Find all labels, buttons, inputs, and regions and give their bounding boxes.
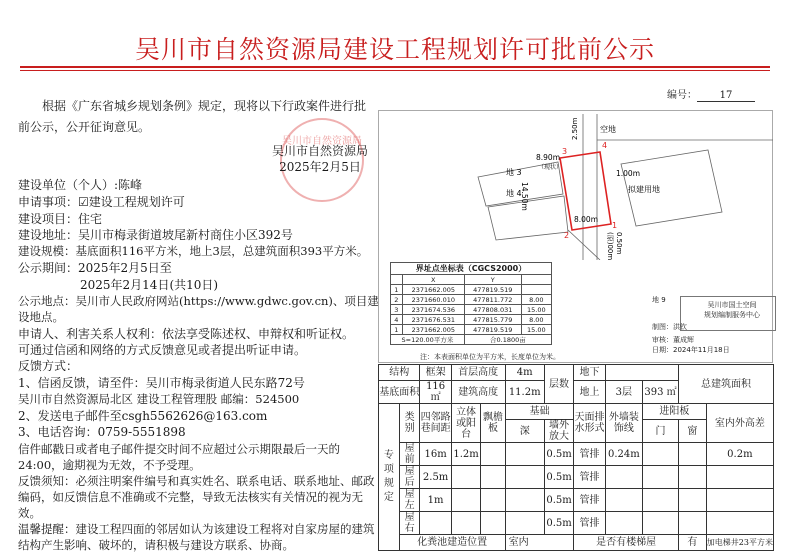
table-cell [481,466,505,489]
map-info-org-1: 吴川市国土空间 [707,301,757,309]
table-cell [521,285,551,295]
col-eave: 飘檐板 [481,404,505,443]
height1-label: 首层高度 [451,365,505,381]
row-back-label: 屋后 [399,466,420,489]
field-letter-office: 吴川市自然资源局北区 建设工程管理股 邮编：524500 [18,392,300,406]
table-cell: 1m [420,489,451,512]
table-cell [706,466,773,489]
dim-bottom: 8.00m [574,215,599,224]
col-deco: 外墙装饰线 [605,404,642,443]
col-drain: 天面排水形式 [574,404,605,443]
col-foundation: 基础 [505,404,574,420]
field-feedback: 反馈方式： [18,359,79,373]
table-cell: 1 [391,325,403,335]
table-cell: 4 [391,315,403,325]
table-cell [451,489,481,512]
label-lot-9: 地 9 [652,296,666,304]
structure-value: 框架 [420,365,451,381]
subcol-deep: 深 [505,420,544,443]
dim-top-note: （现状） [538,164,563,171]
table-cell: 2 [391,295,403,305]
table-cell [643,443,679,466]
stair-value: 有 [678,535,706,551]
table-cell: 2371662.005 [402,285,464,295]
under-label: 地下 [574,365,605,381]
table-cell: 2371662.005 [402,325,464,335]
coord-header-len [521,275,551,285]
map-signatures [652,320,790,345]
doc-number-value: 17 [697,90,755,102]
table-cell: 管排 [574,489,605,512]
field-warm-reminder: 温馨提醒：建设工程四面的邻居如认为该建设工程将对自家房屋的建筑结构产生影响、破坏的，请积极与建设方联系、协商。 [18,522,375,552]
lot-line-south [568,230,600,260]
field-rights: 申请人、利害关系人权利：依法享受陈述权、申辩权和听证权。 [18,327,355,341]
label-north: 空地 [600,125,616,134]
coordinate-table [390,262,552,345]
field-application: 申请事项：☑建设工程规划许可 [18,195,185,209]
total-area-label: 总建筑面积 [700,378,751,390]
label-plot: 拟建用地 [628,185,660,194]
table-cell: 0.2m [706,443,773,466]
table-cell [481,489,505,512]
height1-value: 4m [505,365,544,381]
doc-number-label: 编号： [667,90,697,101]
dim-bottom-right-1: 0.50m [615,232,623,255]
corner-2: 2 [564,231,570,240]
base-area-label: 基底面积 [379,381,420,404]
table-cell [451,466,481,489]
table-cell: 管排 [574,512,605,535]
table-cell [706,489,773,512]
table-cell: 15.00 [521,305,551,315]
corner-3: 3 [562,147,568,156]
title-divider-thin [20,70,770,71]
table-cell [643,466,679,489]
above-label: 地上 [574,381,605,404]
table-cell [451,512,481,535]
field-deadline-rule: 信件邮戳日或者电子邮件提交时间不应超过公示期限最后一天的24:00，逾期视为无效，不予受理。 [18,442,340,472]
subcol-door: 门 [643,420,679,443]
dim-right: 1.00m [616,169,641,178]
issuer-date: 2025年2月5日 [279,160,361,174]
table-cell: 0.5m [544,489,574,512]
field-feedback-rule: 反馈须知：必须注明案件编号和真实姓名、联系电话、联系地址、邮政编码，如反馈信息不准确或不完整，导致无法核实有关情况的视为无效。 [18,474,375,520]
table-cell [481,443,505,466]
table-row [379,443,774,466]
stair-label: 是否有楼梯屋 [574,535,679,551]
field-applicant: 建设单位（个人）:陈峰 [18,178,143,192]
col-gap: 四邻路巷间距 [420,404,451,443]
field-email: 2、发送电子邮件至csgh5562626@163.com [18,409,268,423]
table-cell: 15.00 [521,325,551,335]
table-row [379,512,774,535]
table-row [379,466,774,489]
field-project: 建设项目：住宅 [18,212,103,226]
base-area-value: 116 ㎡ [420,381,451,404]
table-cell: 管排 [574,466,605,489]
table-cell: 管排 [574,443,605,466]
table-cell [678,489,706,512]
table-cell: 2371676.531 [402,315,464,325]
coord-perimeter: 合0.1800亩 [464,335,551,345]
table-cell [678,466,706,489]
title-divider [20,66,770,68]
floors-label: 层数 [544,365,574,404]
table-cell [678,512,706,535]
bld-height-label: 建筑高度 [451,381,505,404]
structure-label: 结构 [379,365,420,381]
specification-table [378,364,774,551]
table-cell [505,443,544,466]
corner-4: 4 [602,141,608,150]
table-cell: 477808.031 [464,305,521,315]
table-cell: 2371660.010 [402,295,464,305]
table-cell: 3 [391,305,403,315]
total-area-value: 393 ㎡ [643,381,679,404]
row-front-label: 屋前 [399,443,420,466]
table-cell: 477811.772 [464,295,521,305]
field-phone: 3、电话咨询：0759-5551898 [18,425,186,439]
map-drawn-by: 制图：洪钦 [652,323,687,331]
table-cell [505,512,544,535]
dim-top: 8.90m [536,153,561,162]
field-location: 建设地址：吴川市梅录街道坡尾新村商住小区392号 [18,228,293,242]
table-cell: 477819.519 [464,285,521,295]
dim-left: 14.50m [520,182,529,211]
coordinate-table-caption: 界址点坐标表（CGCS2000） [391,263,552,275]
label-lot-3: 地 3 [506,168,522,177]
table-cell: 477815.779 [464,315,521,325]
table-cell: 2371674.536 [402,305,464,315]
septic-label: 化粪池建造位置 [399,535,505,551]
col-sunshade: 进阳板 [643,404,707,420]
table-cell [505,466,544,489]
table-cell [643,489,679,512]
col-category: 类别 [399,404,420,443]
table-row [379,489,774,512]
above-value: 3层 [605,381,642,404]
seal-text: 吴川市自然资源局 [282,136,362,147]
special-label: 专项规定 [379,404,400,551]
coord-area: S=120.00平方米 [391,335,465,345]
table-cell [605,489,642,512]
total-area-block [678,365,773,404]
label-lot-4: 地 4 [506,189,522,198]
table-cell: 8.00 [521,315,551,325]
subcol-widen: 墙外放大 [544,420,574,443]
table-cell [706,512,773,535]
site-map [378,112,773,260]
table-cell: 1 [391,285,403,295]
issuer-block [245,143,395,175]
table-cell [605,512,642,535]
corner-1: 1 [612,221,618,230]
subcol-window: 窗 [678,420,706,443]
table-cell [678,443,706,466]
table-cell: 1.2m [451,443,481,466]
col-balcony: 立体或阳台 [451,404,481,443]
table-cell: 0.5m [544,443,574,466]
field-letter-address: 1、信函反馈，请至件：吴川市梅录街道人民东路72号 [18,376,305,390]
table-cell [643,512,679,535]
doc-number [667,86,755,102]
field-period-end: 2025年2月14日(共10日) [80,278,219,292]
field-hearing: 可通过信函和网络的方式反馈意见或者提出听证申请。 [18,343,307,357]
table-cell [420,512,451,535]
table-cell [505,489,544,512]
col-height-diff: 室内外高差 [706,404,773,443]
bld-height-value: 11.2m [505,381,544,404]
coord-header-no [391,275,403,285]
page-title: 吴川市自然资源局建设工程规划许可批前公示 [134,35,655,64]
table-cell: 477819.519 [464,325,521,335]
field-period-start: 公示期间：2025年2月5日至 [18,261,172,275]
table-cell: 16m [420,443,451,466]
row-right-label: 屋右 [399,512,420,535]
field-venue: 公示地点：吴川市人民政府网站(https://www.gdwc.gov.cn)、项目建设地点。 [18,294,379,324]
coord-header-y: Y [464,275,521,285]
table-cell [481,512,505,535]
map-date: 日期：2024年11月18日 [652,346,730,354]
under-value [605,365,678,381]
intro-paragraph: 根据《广东省城乡规划条例》规定，现将以下行政案件进行批前公示，公开征询意见。 [18,99,367,134]
table-cell: 8.00 [521,295,551,305]
row-left-label: 屋左 [399,489,420,512]
map-checked-by: 审核：董成辉 [652,336,694,344]
table-cell: 0.5m [544,512,574,535]
table-cell [605,466,642,489]
septic-value: 室内 [505,535,574,551]
dim-bottom-right-2: (原)00m [606,232,614,260]
table-cell: 0.5m [544,466,574,489]
map-info-org-2: 规划编制服务中心 [704,311,760,319]
field-scale: 建设规模：基底面积116平方米，地上3层，总建筑面积393平方米。 [18,244,369,258]
issuer-org: 吴川市自然资源局 [271,144,368,158]
stair-note: 加电梯井23平方米 [706,535,773,551]
label-road: 2.50m [571,117,579,140]
coord-header-x: X [402,275,464,285]
map-footer: 注：本表面积单位为平方米，长度单位为米。 [420,353,560,361]
table-cell: 2.5m [420,466,451,489]
table-cell: 0.24m [605,443,642,466]
